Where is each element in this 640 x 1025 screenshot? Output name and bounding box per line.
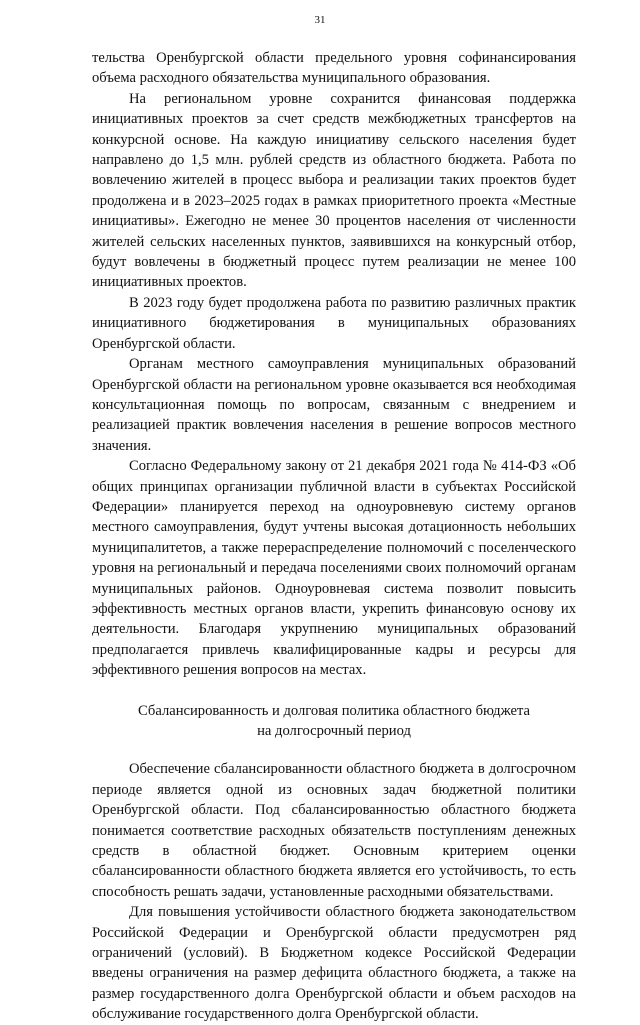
page-number: 31 — [314, 14, 326, 26]
paragraph: В 2023 году будет продолжена работа по развитию различных практик инициативного бюджетирования в муниципальных образованиях Оренбургской области. — [92, 294, 576, 352]
document-body — [92, 48, 576, 1025]
paragraph: Обеспечение сбалансированности областного бюджета в долгосрочном периоде является одной из основных задач бюджетной политики Оренбургской области. Под сбалансированностью областного бюджета понимается соответствие расходных обязательств поступлениям денежных средств в областной бюджет. Основным критерием оценки сбалансированности областного бюджета является его устойчивость, то есть способность решать задачи, установленные расходными обязательствами. — [92, 761, 576, 900]
section-heading — [92, 701, 576, 742]
paragraph: На региональном уровне сохранится финансовая поддержка инициативных проектов за счет средств межбюджетных трансфертов на конкурсной основе. На каждую инициативу сельского населения будет направлено до 1,5 млн. рублей средств из областного бюджета. Работа по вовлечению жителей в процесс выбора и реализации таких проектов будет продолжена и в 2023–2025 годах в рамках приоритетного проекта «Местные инициативы». Ежегодно не менее 30 процентов населения от численности жителей сельских населенных пунктов, заявившихся на конкурсный отбор, будут вовлечены в бюджетный процесс путем реализации не менее 100 инициативных проектов. — [92, 90, 576, 291]
section-heading-line: на долгосрочный период — [257, 723, 411, 739]
section-heading-line: Сбалансированность и долговая политика областного бюджета — [138, 702, 530, 719]
paragraph: Согласно Федеральному закону от 21 декабря 2021 года № 414-ФЗ «Об общих принципах организации публичной власти в субъектах Российской Федерации» планируется переход на одноуровневую систему органов местного самоуправления, будут учтены высокая дотационность небольших муниципалитетов, а также перераспределение полномочий с поселенческого уровня на региональный и передача поселениями своих полномочий органам муниципальных районов. Одноуровневая система позволит повысить эффективность местных органов власти, укрепить финансовую основу их деятельности. Благодаря укрупнению муниципальных образований предполагается привлечь квалифицированные кадры и ресурсы для эффективного решения вопросов на местах. — [92, 458, 576, 679]
paragraph: Органам местного самоуправления муниципальных образований Оренбургской области на региональном уровне оказывается вся необходимая консультационная помощь по вопросам, связанным с внедрением и реализацией практик вовлечения населения в решение вопросов местного значения. — [92, 356, 576, 454]
paragraph: тельства Оренбургской области предельного уровня софинансирования объема расходного обязательства муниципального образования. — [92, 50, 576, 87]
paragraph: Для повышения устойчивости областного бюджета законодательством Российской Федерации и Оренбургской области предусмотрен ряд ограничений (условий). В Бюджетном кодексе Российской Федерации введены ограничения на размер дефицита областного бюджета, а также на размер государственного долга Оренбургской области и объем расходов на обслуживание государственного долга Оренбургской области. — [92, 904, 576, 1023]
